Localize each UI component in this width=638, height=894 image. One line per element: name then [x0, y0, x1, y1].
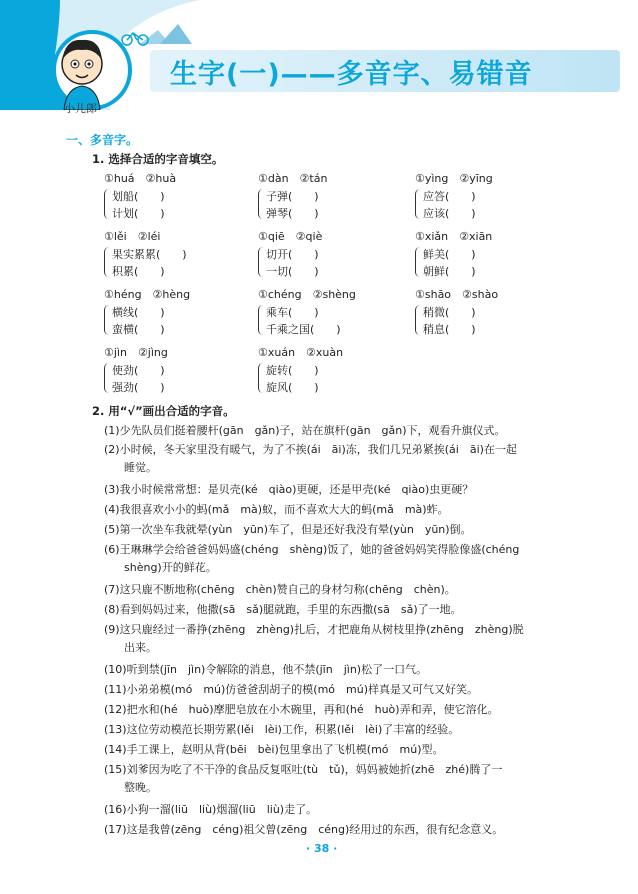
group-word: 应该( ): [423, 207, 476, 220]
page-header: [0, 0, 638, 115]
mascot-boy-icon: [48, 30, 116, 110]
sentence-line: (6)王琳琳学会给爸爸妈妈盛(chéng shèng)饭了，她的爸爸妈妈笑得脸像盛(chéng: [104, 543, 520, 556]
group-options: ①shāo ②shào: [415, 288, 499, 301]
group-word: 积累( ): [112, 265, 165, 278]
sentence-line: 睡觉。: [124, 461, 157, 474]
group-brace: [415, 189, 422, 219]
group-options: ①xuán ②xuàn: [258, 346, 344, 359]
sentence-line: (5)第一次坐车我就晕(yùn yūn)车了，但是还好我没有晕(yùn yūn)倒。: [104, 523, 472, 536]
group-word: 应答( ): [423, 190, 476, 203]
group-options: ①yìng ②yīng: [415, 172, 493, 185]
group-word: 弹琴( ): [266, 207, 319, 220]
sentence-line: (13)这位劳动模范长期劳累(lěi lèi)工作，积累(lěi lèi)了丰富的经验。: [104, 723, 460, 736]
sentence-line: (15)刘爹因为吃了不干净的食品反复呕吐(tù tǔ)，妈妈被她折(zhē zhé)腾了一: [104, 763, 503, 776]
group-word: 乘车( ): [266, 306, 319, 319]
question-1-prompt: 1. 选择合适的字音填空。: [92, 152, 224, 166]
group-word: 蛮横( ): [112, 323, 165, 336]
group-word: 稍微( ): [423, 306, 476, 319]
group-word: 朝鲜( ): [423, 265, 476, 278]
group-brace: [258, 189, 265, 219]
group-word: 子弹( ): [266, 190, 319, 203]
mascot-name: 小儿郎: [64, 102, 97, 115]
group-word: 划船( ): [112, 190, 165, 203]
page-number: · 38 ·: [306, 842, 338, 855]
sentence-line: (7)这只鹿不断地称(chēng chèn)赞自己的身材匀称(chēng chèn)。: [104, 583, 456, 596]
group-word: 计划( ): [112, 207, 165, 220]
sentence-line: (11)小弟弟模(mó mú)仿爸爸刮胡子的模(mó mú)样真是又可气又好笑。: [104, 683, 479, 696]
group-brace: [258, 305, 265, 335]
sentence-line: (12)把水和(hé huò)摩肥皂放在小木碗里，再和(hé huò)弄和弄，使它溶化。: [104, 703, 499, 716]
group-word: 一切( ): [266, 265, 319, 278]
group-brace: [104, 305, 111, 335]
group-brace: [415, 305, 422, 335]
group-brace: [104, 363, 111, 393]
sentence-line: (16)小狗一溜(liū liù)烟溜(liū liù)走了。: [104, 803, 318, 816]
group-brace: [258, 363, 265, 393]
group-word: 千乘之国( ): [266, 323, 341, 336]
sentence-line: (3)我小时候常常想：是贝壳(ké qiào)更硬，还是甲壳(ké qiào)虫更硬？: [104, 483, 474, 496]
group-word: 旋风( ): [266, 381, 319, 394]
group-options: ①héng ②hèng: [104, 288, 191, 301]
sentence-line: 整晚。: [124, 781, 157, 794]
sentence-line: (9)这只鹿经过一番挣(zhēng zhèng)扎后，才把鹿角从树枝里挣(zhēng zhèng)脱: [104, 623, 524, 636]
group-options: ①chéng ②shèng: [258, 288, 356, 301]
group-word: 鲜美( ): [423, 248, 476, 261]
group-brace: [104, 189, 111, 219]
group-word: 果实累累( ): [112, 248, 187, 261]
group-word: 横线( ): [112, 306, 165, 319]
sentence-line: shèng)开的鲜花。: [124, 561, 217, 574]
page-title: 生字(一)——多音字、易错音: [170, 59, 533, 90]
sentence-line: (17)这是我曾(zēng céng)祖父曾(zēng céng)经用过的东西，很有纪念意义。: [104, 823, 504, 836]
section-title: 一、多音字。: [66, 133, 139, 147]
group-brace: [104, 247, 111, 277]
group-word: 使劲( ): [112, 364, 165, 377]
group-word: 稍息( ): [423, 323, 476, 336]
group-options: ①dàn ②tán: [258, 172, 328, 185]
question-2-prompt: 2. 用“√”画出合适的字音。: [92, 404, 235, 418]
sentence-line: (2)小时候，冬天家里没有暖气，为了不挨(ái āi)冻，我们几兄弟紧挨(ái āi)在一起: [104, 443, 517, 456]
group-word: 旋转( ): [266, 364, 319, 377]
sentence-line: 出来。: [124, 641, 157, 654]
group-options: ①huá ②huà: [104, 172, 177, 185]
group-options: ①qiē ②qiè: [258, 230, 323, 243]
sentence-line: (14)手工课上，赵明从背(bēi bèi)包里拿出了飞机模(mó mú)型。: [104, 743, 444, 756]
group-brace: [415, 247, 422, 277]
sentence-line: (8)看到妈妈过来，他撒(sā sǎ)腿就跑，手里的东西撒(sā sǎ)了一地。: [104, 603, 462, 616]
sentence-line: (4)我很喜欢小小的蚂(mǎ mà)蚁，而不喜欢大大的蚂(mǎ mà)蚱。: [104, 503, 449, 516]
group-options: ①xiǎn ②xiān: [415, 230, 493, 243]
bicycle-icon: [120, 30, 150, 46]
sentence-line: (1)少先队员们挺着腰杆(gān gǎn)子，站在旗杆(gān gǎn)下，观看升旗仪式。: [104, 424, 506, 437]
group-word: 强劲( ): [112, 381, 165, 394]
group-options: ①jìn ②jìng: [104, 346, 168, 359]
sentence-line: (10)听到禁(jīn jìn)令解除的消息，他不禁(jīn jìn)松了一口气。: [104, 663, 428, 676]
group-brace: [258, 247, 265, 277]
group-options: ①lěi ②léi: [104, 230, 161, 243]
group-word: 切开( ): [266, 248, 319, 261]
